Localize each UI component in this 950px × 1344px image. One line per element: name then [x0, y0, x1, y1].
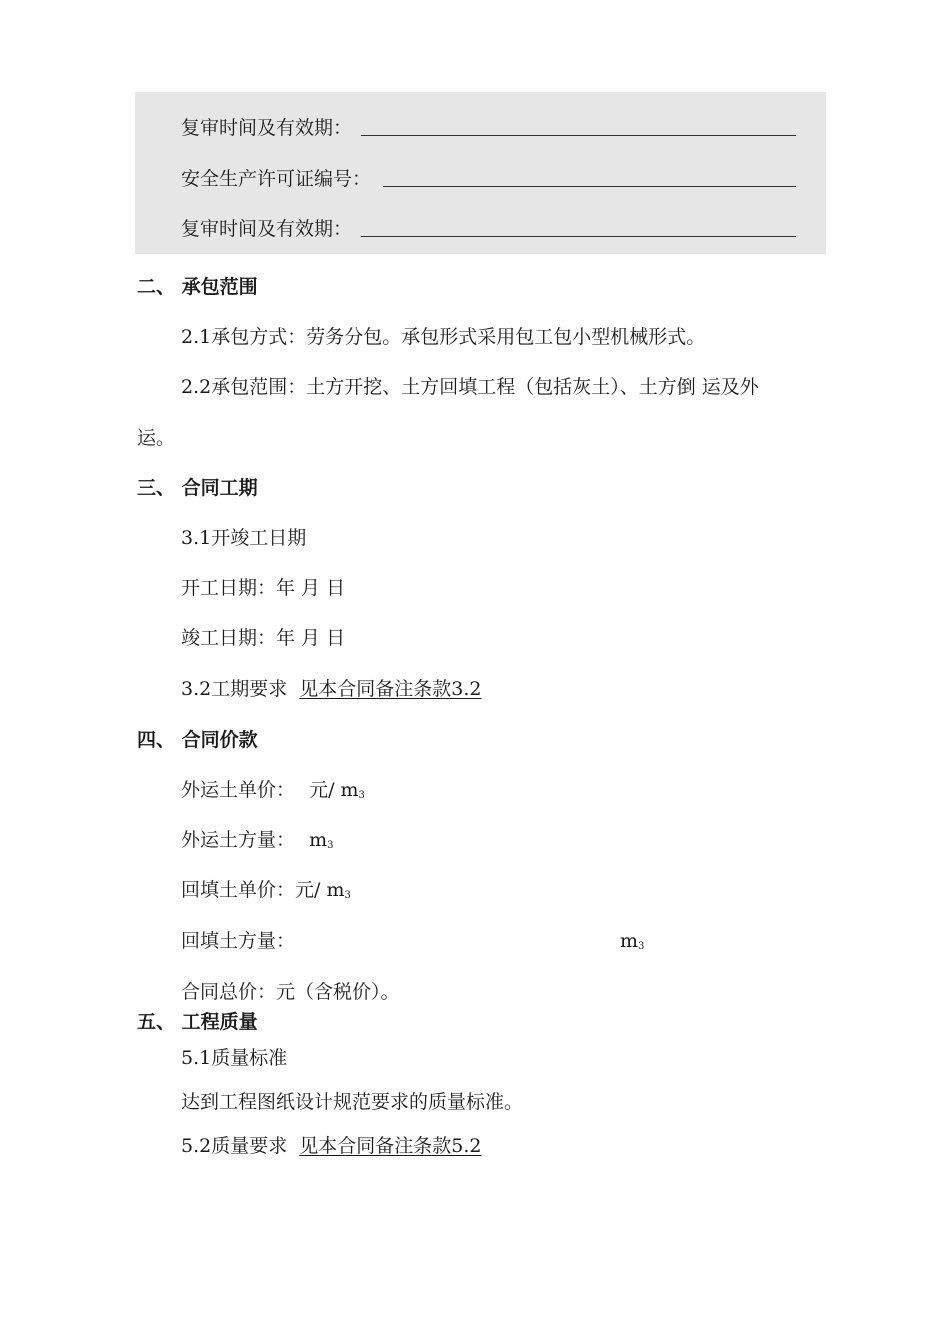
start-date-text: 开工日期：年 月 日 [181, 577, 346, 599]
backfill-volume-label: 回填土方量： [181, 930, 296, 952]
cube-superscript: 3 [638, 941, 645, 952]
section-heading-scope: 二、 承包范围 [137, 276, 258, 298]
section-heading-duration: 三、 合同工期 [137, 477, 258, 499]
outbound-unit-price [181, 781, 365, 801]
contract-scope-text-cont: 运。 [137, 427, 176, 449]
contract-scope-text: 2.2承包范围：土方开挖、土方回填工程（包括灰土）、土方倒 运及外 [181, 376, 759, 398]
duration-requirement-reference: 见本合同备注条款3.2 [299, 678, 482, 700]
review-period-blank-1 [361, 135, 796, 136]
review-period-label-1: 复审时间及有效期： [181, 117, 353, 139]
backfill-volume-unit: $m_3$ [620, 930, 645, 952]
cube-superscript: 3 [327, 840, 334, 851]
quality-requirement-reference: 见本合同备注条款5.2 [299, 1135, 482, 1157]
cube-superscript: 3 [344, 890, 351, 901]
review-period-label-2: 复审时间及有效期： [181, 218, 353, 240]
outbound-unit-price-label: 外运土单价： [181, 779, 296, 801]
outbound-volume [181, 831, 333, 851]
review-period-blank-2 [361, 236, 796, 237]
backfill-unit-price-label: 回填土单价： [181, 879, 296, 901]
contract-total-price: 合同总价：元（含税价）。 [181, 981, 400, 1003]
outbound-volume-label: 外运土方量： [181, 829, 296, 851]
safety-permit-label: 安全生产许可证编号： [181, 168, 372, 190]
end-date-text: 竣工日期：年 月 日 [181, 627, 346, 649]
duration-requirement [181, 680, 481, 699]
quality-requirement [181, 1137, 481, 1156]
contract-method-text: 2.1承包方式：劳务分包。承包形式采用包工包小型机械形式。 [181, 326, 706, 348]
duration-requirement-label: 3.2工期要求 [181, 678, 288, 700]
section-heading-quality: 五、 工程质量 [137, 1011, 258, 1033]
backfill-unit-price [181, 881, 351, 901]
quality-standard-text: 达到工程图纸设计规范要求的质量标准。 [181, 1091, 524, 1113]
cube-superscript: 3 [358, 790, 365, 801]
quality-requirement-label: 5.2质量要求 [181, 1135, 288, 1157]
safety-permit-blank [383, 186, 796, 187]
outbound-volume-unit: m [309, 829, 328, 851]
quality-standard-title: 5.1质量标准 [181, 1047, 288, 1069]
section-heading-price: 四、 合同价款 [137, 729, 258, 751]
start-end-date-title: 3.1开竣工日期 [181, 527, 307, 549]
backfill-unit-price-unit: 元/ m [295, 879, 345, 901]
outbound-unit-price-unit: 元/ m [309, 779, 359, 801]
